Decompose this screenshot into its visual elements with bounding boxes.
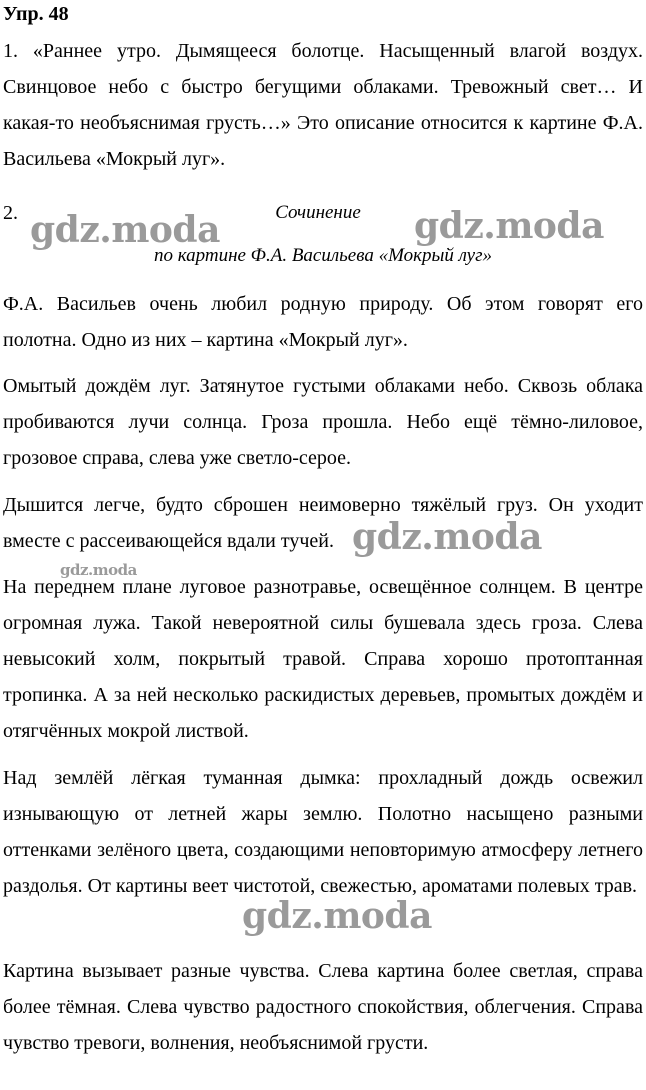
watermark-gdz-moda: gdz.moda	[414, 205, 604, 247]
essay-title: Сочинение	[275, 202, 361, 223]
essay-paragraph-4: На переднем плане луговое разнотравье, освещённое солнцем. В центре огромная лужа. Такой невероятной силы бушевала здесь гроза. Слева невысокий холм, покрытый травой. Справа хорошо протоптанная тропинка. А за ней несколько раскидистых деревьев, промытых дождём и отягчённых мокрой листвой.	[3, 576, 643, 742]
watermark-gdz-moda: gdz.moda	[60, 561, 137, 579]
essay-subtitle: по картине Ф.А. Васильева «Мокрый луг»	[153, 245, 493, 266]
watermark-gdz-moda: gdz.moda	[352, 516, 542, 558]
essay-paragraph-5: Над землёй лёгкая туманная дымка: прохладный дождь освежил изнывающую от летней жары землю. Полотно насыщено разными оттенками зелёного цвета, создающими неповторимую атмосферу летнего раздолья. От картины веет чистотой, свежестью, ароматами полевых трав.	[3, 767, 643, 897]
essay-paragraph-2: Омытый дождём луг. Затянутое густыми облаками небо. Сквозь облака пробиваются лучи солнца. Гроза прошла. Небо ещё тёмно-лиловое, грозовое справа, слева уже светло-серое.	[3, 375, 643, 469]
essay-paragraph-1: Ф.А. Васильев очень любил родную природу. Об этом говорят его полотна. Одно из них – картина «Мокрый луг».	[3, 293, 643, 351]
watermark-gdz-moda: gdz.moda	[242, 895, 432, 937]
exercise-heading: Упр. 48	[3, 3, 69, 25]
item-1-paragraph: 1. «Раннее утро. Дымящееся болотце. Насыщенный влагой воздух. Свинцовое небо с быстро бегущими облаками. Тревожный свет… И какая-то необъяснимая грусть…» Это описание относится к картине Ф.А. Васильева «Мокрый луг».	[3, 40, 643, 170]
item-2-number: 2.	[3, 202, 18, 224]
essay-paragraph-6: Картина вызывает разные чувства. Слева картина более светлая, справа более тёмная. Слева чувство радостного спокойствия, облегчения. Справа чувство тревоги, волнения, необъяснимой грусти.	[3, 960, 643, 1054]
watermark-gdz-moda: gdz.moda	[30, 209, 220, 251]
essay-paragraph-3: Дышится легче, будто сброшен неимоверно тяжёлый груз. Он уходит вместе с рассеивающейся вдали тучей.	[3, 494, 643, 552]
